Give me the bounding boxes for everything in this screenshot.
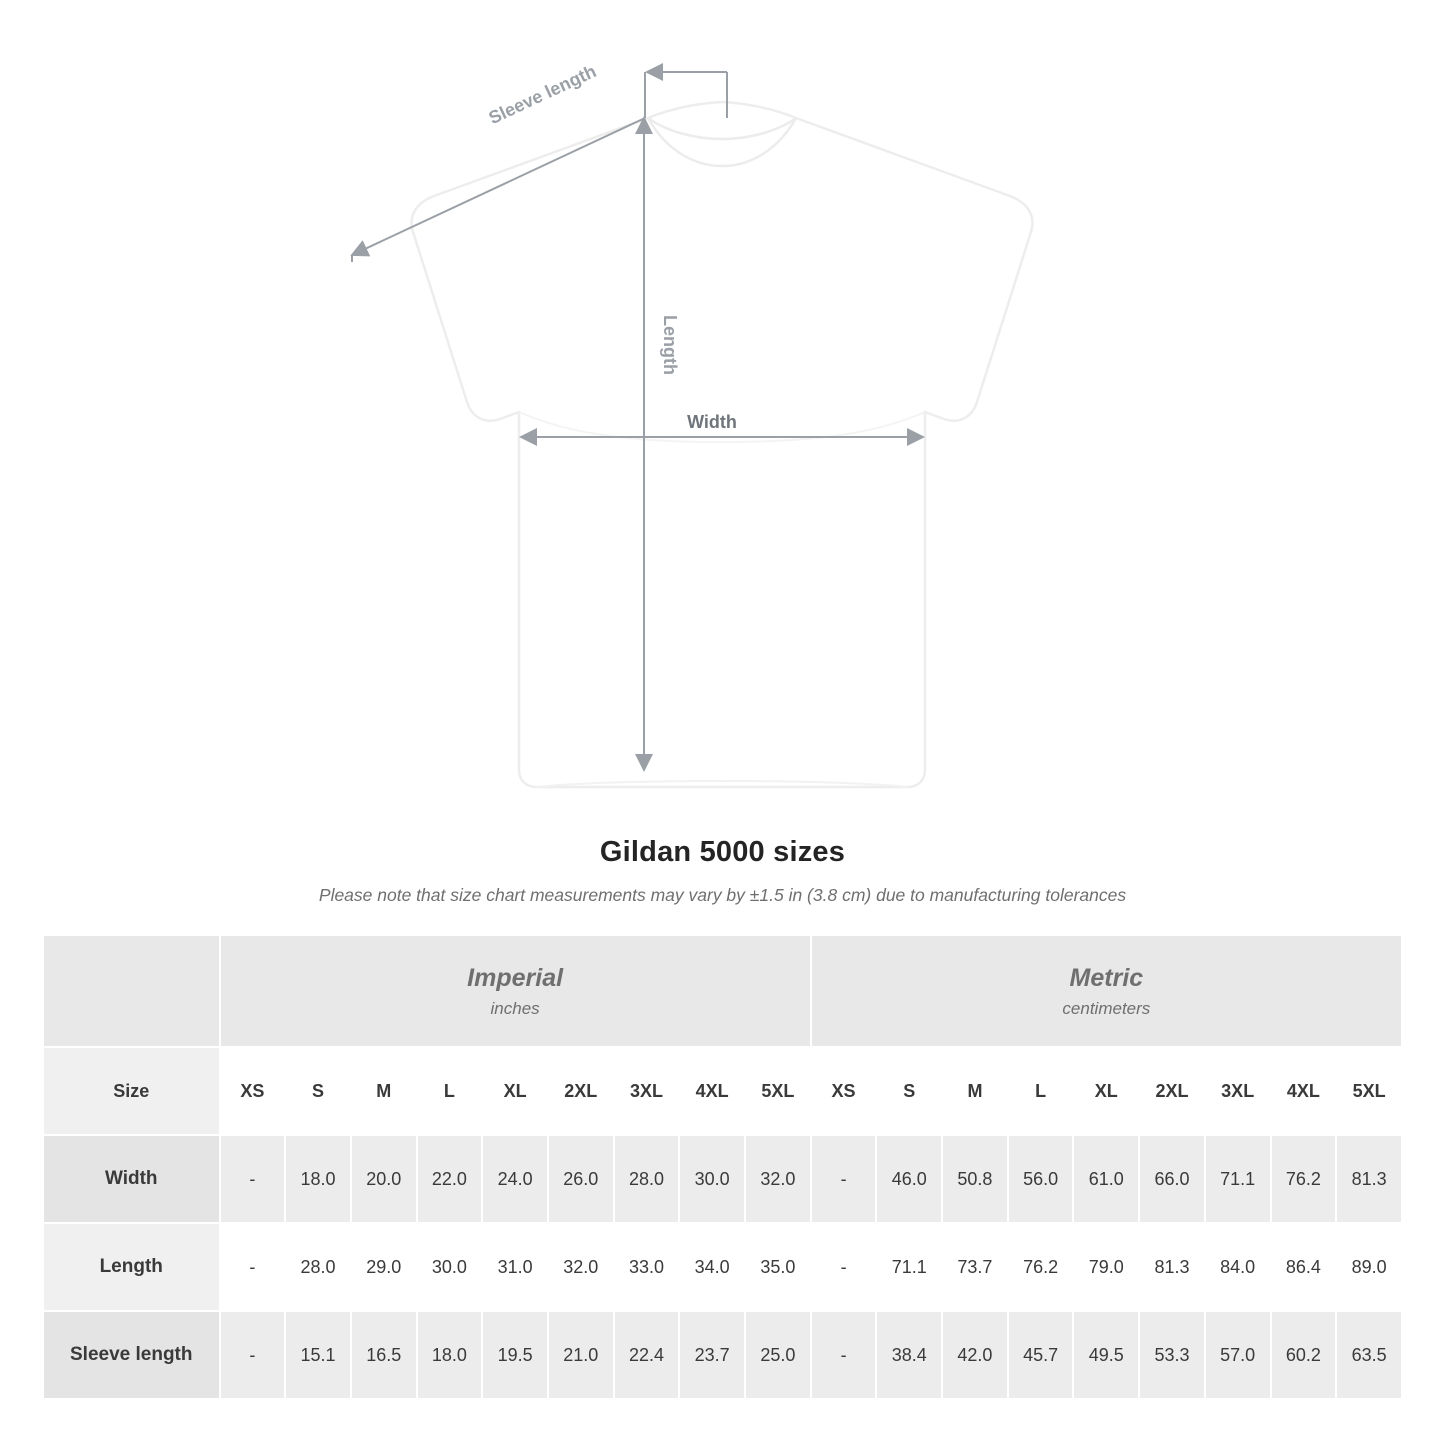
- width-imperial-m: 20.0: [351, 1135, 417, 1223]
- size-header-metric-5xl: 5XL: [1336, 1047, 1402, 1135]
- width-imperial-3xl: 28.0: [614, 1135, 680, 1223]
- length-imperial-xs: -: [220, 1223, 286, 1311]
- label-sleeve-length: Sleeve length: [485, 60, 600, 129]
- width-imperial-s: 18.0: [285, 1135, 351, 1223]
- label-width: Width: [687, 412, 737, 432]
- row-label-length: Length: [43, 1223, 220, 1311]
- size-header-imperial-5xl: 5XL: [745, 1047, 811, 1135]
- sleeve-metric-xs: -: [811, 1311, 877, 1399]
- table-row-sleeve-length: [43, 1311, 1402, 1399]
- width-metric-m: 50.8: [942, 1135, 1008, 1223]
- width-imperial-xs: -: [220, 1135, 286, 1223]
- sleeve-imperial-5xl: 25.0: [745, 1311, 811, 1399]
- size-header-imperial-m: M: [351, 1047, 417, 1135]
- length-imperial-4xl: 34.0: [679, 1223, 745, 1311]
- width-metric-xs: -: [811, 1135, 877, 1223]
- sleeve-metric-3xl: 57.0: [1205, 1311, 1271, 1399]
- tshirt-shape: [412, 102, 1033, 787]
- unit-title-metric: Metric: [1069, 964, 1144, 993]
- length-metric-3xl: 84.0: [1205, 1223, 1271, 1311]
- sleeve-metric-5xl: 63.5: [1336, 1311, 1402, 1399]
- length-metric-xl: 79.0: [1073, 1223, 1139, 1311]
- length-imperial-5xl: 35.0: [745, 1223, 811, 1311]
- sleeve-metric-l: 45.7: [1008, 1311, 1074, 1399]
- width-imperial-xl: 24.0: [482, 1135, 548, 1223]
- sleeve-imperial-m: 16.5: [351, 1311, 417, 1399]
- length-imperial-3xl: 33.0: [614, 1223, 680, 1311]
- row-label-width: Width: [43, 1135, 220, 1223]
- unit-sub-imperial: inches: [490, 998, 540, 1018]
- sleeve-imperial-2xl: 21.0: [548, 1311, 614, 1399]
- table-row-length: [43, 1223, 1402, 1311]
- length-metric-l: 76.2: [1008, 1223, 1074, 1311]
- length-metric-s: 71.1: [876, 1223, 942, 1311]
- size-header-imperial-4xl: 4XL: [679, 1047, 745, 1135]
- size-header-imperial-xs: XS: [220, 1047, 286, 1135]
- size-header-metric-l: L: [1008, 1047, 1074, 1135]
- length-imperial-m: 29.0: [351, 1223, 417, 1311]
- size-table: [42, 934, 1403, 1400]
- unit-header-spacer: [43, 935, 220, 1047]
- table-row-width: [43, 1135, 1402, 1223]
- size-header-metric-4xl: 4XL: [1271, 1047, 1337, 1135]
- sleeve-metric-xl: 49.5: [1073, 1311, 1139, 1399]
- size-header-metric-2xl: 2XL: [1139, 1047, 1205, 1135]
- tolerance-note: Please note that size chart measurements may vary by ±1.5 in (3.8 cm) due to manufacturing tolerances: [318, 885, 1127, 905]
- sleeve-imperial-xs: -: [220, 1311, 286, 1399]
- width-metric-4xl: 76.2: [1271, 1135, 1337, 1223]
- unit-header-row: [43, 935, 1402, 1047]
- size-header-imperial-3xl: 3XL: [614, 1047, 680, 1135]
- row-label-sleeve-length: Sleeve length: [43, 1311, 220, 1399]
- sleeve-metric-s: 38.4: [876, 1311, 942, 1399]
- size-header-row: [43, 1047, 1402, 1135]
- unit-header-imperial: [220, 935, 811, 1047]
- size-table-wrap: [42, 934, 1403, 1400]
- size-header-imperial-l: L: [417, 1047, 483, 1135]
- width-metric-s: 46.0: [876, 1135, 942, 1223]
- width-imperial-2xl: 26.0: [548, 1135, 614, 1223]
- width-metric-xl: 61.0: [1073, 1135, 1139, 1223]
- label-length: Length: [660, 315, 680, 375]
- width-metric-l: 56.0: [1008, 1135, 1074, 1223]
- size-header-metric-m: M: [942, 1047, 1008, 1135]
- size-header-metric-3xl: 3XL: [1205, 1047, 1271, 1135]
- unit-title-imperial: Imperial: [467, 964, 564, 993]
- size-header-metric-s: S: [876, 1047, 942, 1135]
- unit-header-metric: [811, 935, 1402, 1047]
- width-imperial-5xl: 32.0: [745, 1135, 811, 1223]
- sleeve-imperial-4xl: 23.7: [679, 1311, 745, 1399]
- length-metric-m: 73.7: [942, 1223, 1008, 1311]
- sleeve-imperial-s: 15.1: [285, 1311, 351, 1399]
- length-imperial-s: 28.0: [285, 1223, 351, 1311]
- length-imperial-2xl: 32.0: [548, 1223, 614, 1311]
- sleeve-imperial-xl: 19.5: [482, 1311, 548, 1399]
- sleeve-metric-4xl: 60.2: [1271, 1311, 1337, 1399]
- size-header-label: Size: [43, 1047, 220, 1135]
- width-metric-3xl: 71.1: [1205, 1135, 1271, 1223]
- sleeve-metric-m: 42.0: [942, 1311, 1008, 1399]
- width-metric-2xl: 66.0: [1139, 1135, 1205, 1223]
- sleeve-imperial-l: 18.0: [417, 1311, 483, 1399]
- title-block: [0, 836, 1445, 906]
- width-imperial-l: 22.0: [417, 1135, 483, 1223]
- length-metric-5xl: 89.0: [1336, 1223, 1402, 1311]
- length-metric-xs: -: [811, 1223, 877, 1311]
- length-metric-4xl: 86.4: [1271, 1223, 1337, 1311]
- unit-sub-metric: centimeters: [1062, 998, 1151, 1018]
- size-header-metric-xl: XL: [1073, 1047, 1139, 1135]
- length-imperial-l: 30.0: [417, 1223, 483, 1311]
- width-imperial-4xl: 30.0: [679, 1135, 745, 1223]
- width-metric-5xl: 81.3: [1336, 1135, 1402, 1223]
- size-header-imperial-xl: XL: [482, 1047, 548, 1135]
- length-metric-2xl: 81.3: [1139, 1223, 1205, 1311]
- sleeve-metric-2xl: 53.3: [1139, 1311, 1205, 1399]
- size-header-imperial-s: S: [285, 1047, 351, 1135]
- size-header-metric-xs: XS: [811, 1047, 877, 1135]
- length-imperial-xl: 31.0: [482, 1223, 548, 1311]
- sleeve-imperial-3xl: 22.4: [614, 1311, 680, 1399]
- page-title: Gildan 5000 sizes: [599, 836, 846, 868]
- size-header-imperial-2xl: 2XL: [548, 1047, 614, 1135]
